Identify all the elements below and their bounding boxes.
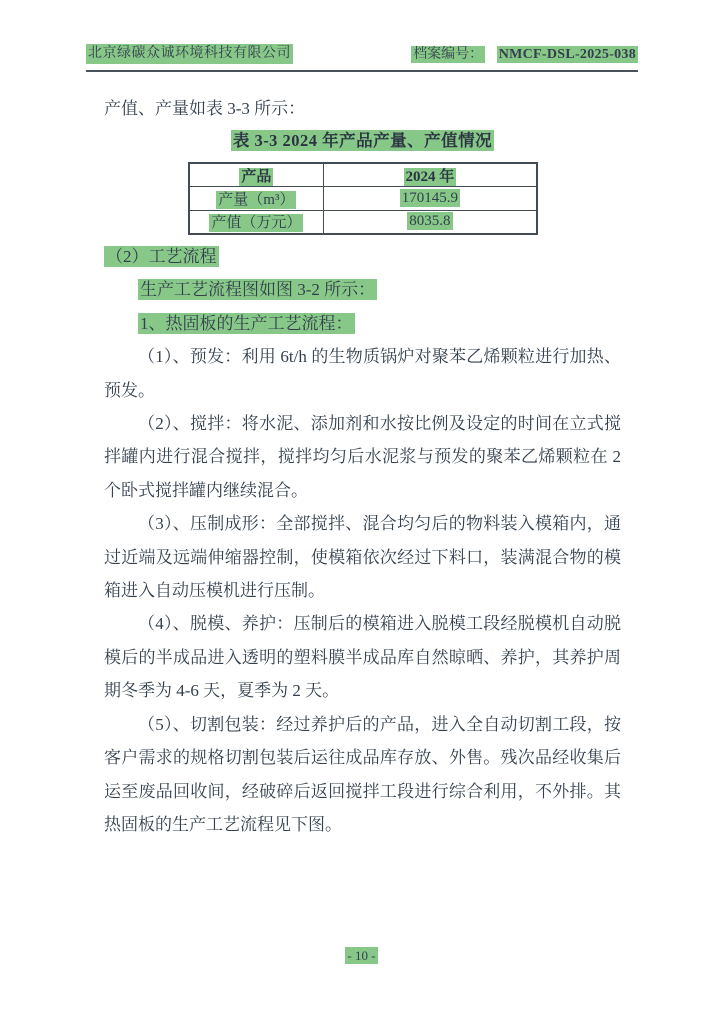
- table-header-row: [189, 163, 537, 187]
- archive-number-group: [411, 46, 638, 64]
- process-step-1: （1）、预发：利用 6t/h 的生物质锅炉对聚苯乙烯颗粒进行加热、预发。: [104, 347, 621, 400]
- company-name: 北京绿碳众诚环境科技有限公司: [86, 44, 293, 64]
- table-title: [104, 126, 621, 156]
- item-1-heading: [104, 307, 621, 340]
- table-cell-output-label: [189, 187, 323, 211]
- page-header: [86, 44, 638, 72]
- section-2-heading: [104, 240, 621, 273]
- archive-number: NMCF-DSL-2025-038: [498, 47, 636, 62]
- flow-intro-line: [104, 273, 621, 306]
- process-step-5: （5）、切割包装：经过养护后的产品，进入全自动切割工段，按客户需求的规格切割包装后运往成品库存放、外售。残次品经收集后运至废品回收间，经破碎后返回搅拌工段进行综合利用，不外排。其热固板的生产工艺流程见下图。: [104, 714, 621, 834]
- output-value-text: 170145.9: [401, 189, 459, 206]
- page-footer: [0, 946, 723, 966]
- value-value-text: 8035.8: [409, 213, 451, 229]
- table-cell-value-label: [189, 210, 323, 234]
- table-header-year: [323, 163, 537, 187]
- table-row: [189, 210, 537, 234]
- archive-label: 档案编号：: [413, 47, 484, 62]
- table-title-text: 表 3-3 2024 年产品产量、产值情况: [232, 131, 493, 150]
- table-header-product: [189, 163, 323, 187]
- section-2-heading-text: （2）工艺流程: [106, 247, 217, 266]
- page-number: - 10 -: [347, 948, 376, 963]
- body-text: [104, 240, 621, 841]
- output-label-text: 产量（m³）: [218, 191, 295, 208]
- process-step-4: （4）、脱模、养护：压制后的模箱进入脱模工段经脱模机自动脱模后的半成品进入透明的塑料膜半成品库自然晾晒、养护，其养护周期冬季为 4-6 天，夏季为 2 天。: [104, 614, 621, 701]
- value-label-text: 产值（万元）: [211, 215, 302, 231]
- table-cell-value-value: [323, 210, 537, 234]
- table-header-year-text: 2024 年: [405, 168, 455, 185]
- flow-intro-text: 生产工艺流程图如图 3-2 所示：: [140, 280, 376, 300]
- item-1-heading-text: 1、热固板的生产工艺流程：: [140, 313, 353, 333]
- table-header-product-text: 产品: [241, 168, 272, 185]
- process-step-3: （3）、压制成形：全部搅拌、混合均匀后的物料装入模箱内，通过近端及远端伸缩器控制，使模箱依次经过下料口，装满混合物的模箱进入自动压模机进行压制。: [104, 514, 621, 601]
- process-step-2: （2）、搅拌：将水泥、添加剂和水按比例及设定的时间在立式搅拌罐内进行混合搅拌，搅拌均匀后水泥浆与预发的聚苯乙烯颗粒在 2 个卧式搅拌罐内继续混合。: [104, 414, 621, 500]
- table-row: [189, 187, 537, 211]
- production-table: [188, 162, 538, 235]
- table-cell-output-value: [323, 187, 537, 211]
- intro-text: 产值、产量如表 3-3 所示：: [104, 99, 306, 118]
